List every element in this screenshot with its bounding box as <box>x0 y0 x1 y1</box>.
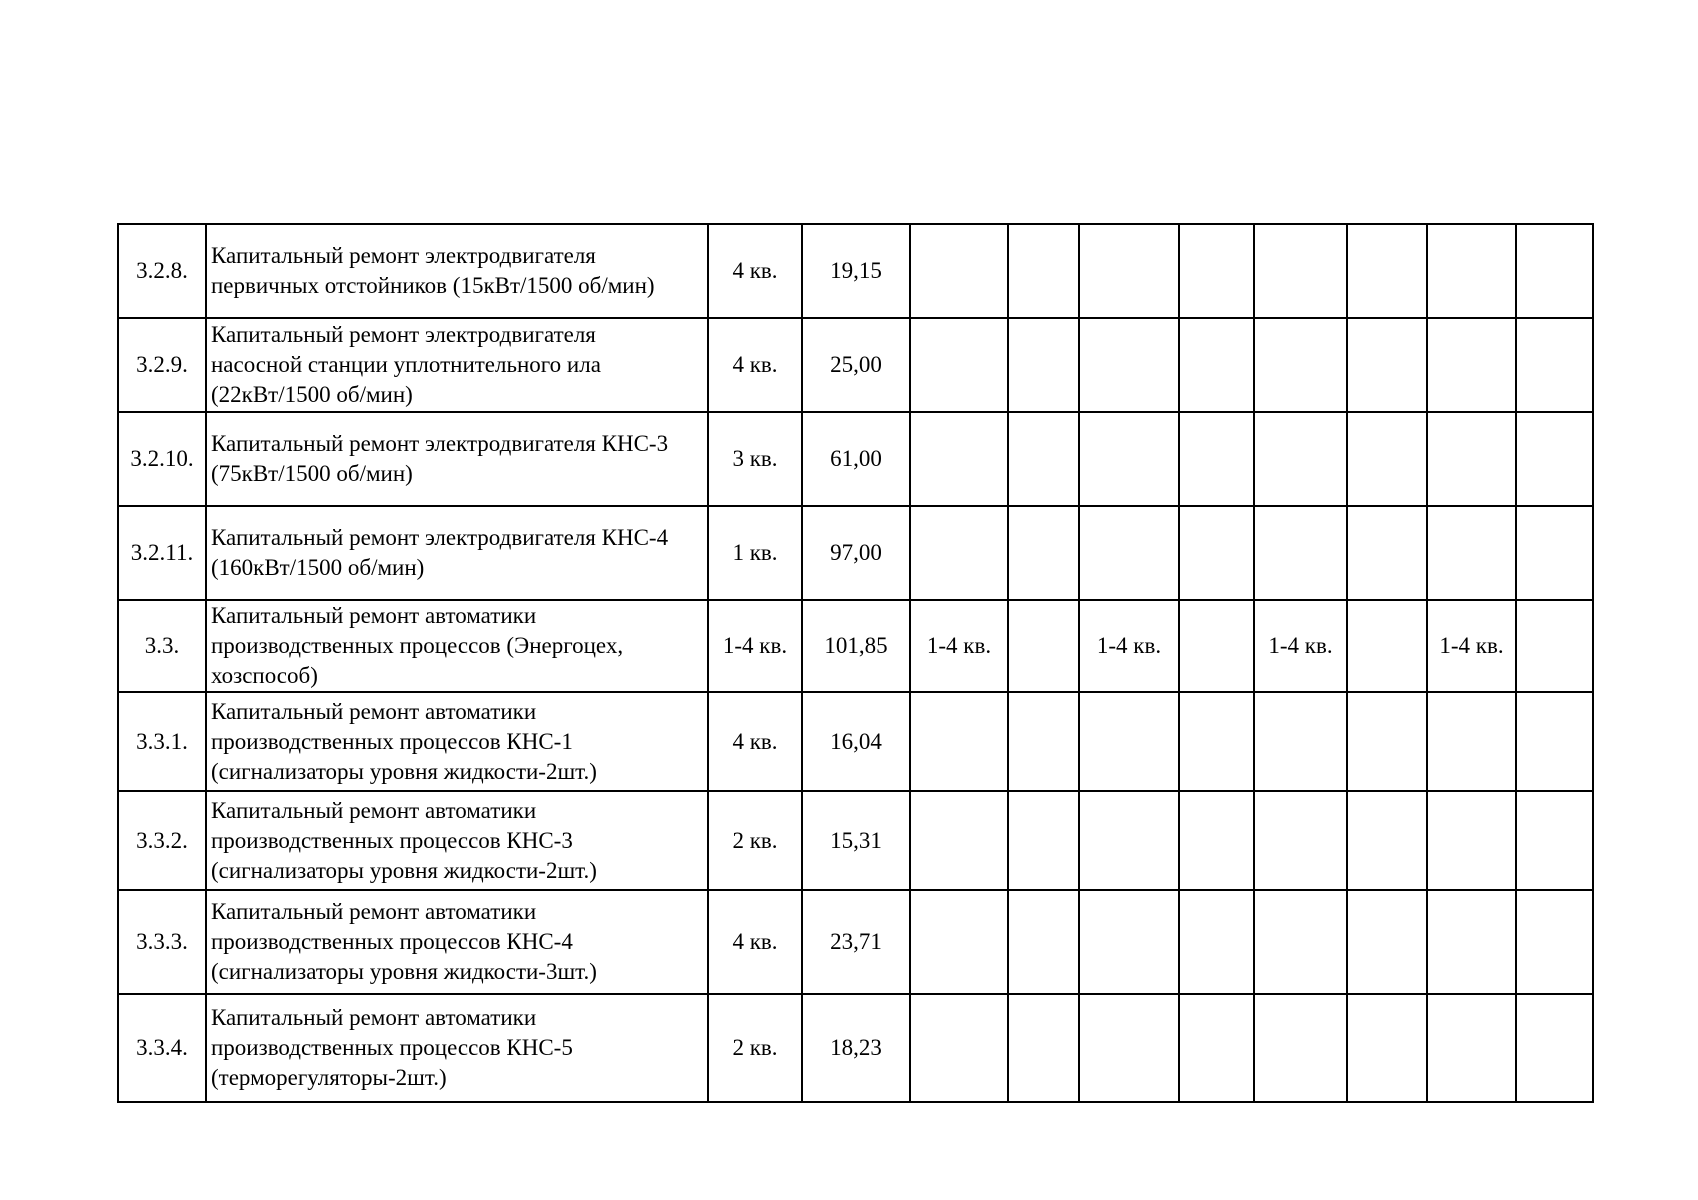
description-line: Капитальный ремонт электродвигателя <box>211 322 596 347</box>
schedule-cell <box>1254 692 1347 791</box>
description-line: производственных процессов КНС-4 <box>211 929 573 954</box>
schedule-cell <box>1179 412 1254 506</box>
schedule-cell <box>1427 318 1516 412</box>
item-description-cell <box>206 600 708 692</box>
schedule-cell <box>1347 506 1427 600</box>
table-row <box>118 318 1593 412</box>
schedule-cell <box>1254 791 1347 890</box>
schedule-cell <box>910 506 1008 600</box>
schedule-cell <box>1427 692 1516 791</box>
schedule-cell <box>1179 318 1254 412</box>
schedule-cell <box>1427 890 1516 994</box>
schedule-cell <box>1079 506 1179 600</box>
description-line: (сигнализаторы уровня жидкости-2шт.) <box>211 857 597 883</box>
amount-cell: 25,00 <box>802 318 910 412</box>
amount-cell: 16,04 <box>802 692 910 791</box>
period-cell: 4 кв. <box>708 890 802 994</box>
schedule-cell <box>910 318 1008 412</box>
description-line: Капитальный ремонт электродвигателя <box>211 243 596 268</box>
table-row <box>118 791 1593 890</box>
schedule-cell <box>1179 600 1254 692</box>
schedule-cell <box>1516 994 1593 1102</box>
item-description-cell <box>206 224 708 318</box>
item-number-cell: 3.3.1. <box>118 692 206 791</box>
schedule-cell <box>1179 791 1254 890</box>
schedule-cell <box>1179 890 1254 994</box>
schedule-cell: 1-4 кв. <box>910 600 1008 692</box>
description-line: производственных процессов КНС-5 <box>211 1035 573 1060</box>
schedule-cell <box>1179 692 1254 791</box>
schedule-cell <box>1347 224 1427 318</box>
schedule-cell <box>1347 412 1427 506</box>
schedule-cell <box>1254 412 1347 506</box>
description-line: Капитальный ремонт электродвигателя КНС-4 <box>211 525 669 550</box>
schedule-cell <box>1008 791 1079 890</box>
schedule-cell <box>1079 994 1179 1102</box>
schedule-cell <box>1179 994 1254 1102</box>
schedule-cell <box>1179 506 1254 600</box>
schedule-cell <box>1427 506 1516 600</box>
description-line: Капитальный ремонт автоматики <box>211 797 537 823</box>
description-line: производственных процессов (Энергоцех, <box>211 633 624 658</box>
period-cell: 2 кв. <box>708 791 802 890</box>
schedule-cell <box>1347 791 1427 890</box>
schedule-cell <box>1008 224 1079 318</box>
table-row <box>118 506 1593 600</box>
schedule-cell <box>1079 791 1179 890</box>
schedule-cell <box>1008 600 1079 692</box>
table-row <box>118 224 1593 318</box>
schedule-cell <box>1254 318 1347 412</box>
schedule-cell <box>910 692 1008 791</box>
schedule-cell <box>910 994 1008 1102</box>
schedule-cell <box>1516 890 1593 994</box>
schedule-cell: 1-4 кв. <box>1427 600 1516 692</box>
schedule-cell <box>1079 692 1179 791</box>
item-number-cell: 3.2.9. <box>118 318 206 412</box>
table-row <box>118 692 1593 791</box>
period-cell: 1 кв. <box>708 506 802 600</box>
schedule-cell <box>1008 692 1079 791</box>
schedule-cell <box>1008 890 1079 994</box>
schedule-cell <box>1516 412 1593 506</box>
schedule-cell <box>1254 890 1347 994</box>
description-line: первичных отстойников (15кВт/1500 об/мин) <box>211 273 655 298</box>
amount-cell: 18,23 <box>802 994 910 1102</box>
schedule-cell <box>1254 224 1347 318</box>
amount-cell: 101,85 <box>802 600 910 692</box>
item-description-cell <box>206 692 708 791</box>
schedule-cell <box>1427 994 1516 1102</box>
schedule-cell <box>1516 692 1593 791</box>
amount-cell: 61,00 <box>802 412 910 506</box>
item-description-cell <box>206 412 708 506</box>
schedule-cell <box>1347 994 1427 1102</box>
description-line: Капитальный ремонт электродвигателя КНС-3 <box>211 431 669 456</box>
schedule-cell <box>1347 600 1427 692</box>
schedule-cell <box>1079 412 1179 506</box>
period-cell: 1-4 кв. <box>708 600 802 692</box>
schedule-cell <box>1008 412 1079 506</box>
schedule-cell <box>910 224 1008 318</box>
amount-cell: 23,71 <box>802 890 910 994</box>
schedule-cell <box>1516 791 1593 890</box>
description-line: (терморегуляторы-2шт.) <box>211 1065 447 1090</box>
schedule-cell <box>1516 600 1593 692</box>
schedule-cell <box>910 791 1008 890</box>
amount-cell: 19,15 <box>802 224 910 318</box>
description-line: насосной станции уплотнительного ила <box>211 352 601 377</box>
period-cell: 4 кв. <box>708 692 802 791</box>
table-row <box>118 994 1593 1102</box>
schedule-cell: 1-4 кв. <box>1079 600 1179 692</box>
description-line: (160кВт/1500 об/мин) <box>211 555 425 580</box>
item-number-cell: 3.2.8. <box>118 224 206 318</box>
item-number-cell: 3.2.11. <box>118 506 206 600</box>
description-line: (75кВт/1500 об/мин) <box>211 461 413 486</box>
table-row <box>118 600 1593 692</box>
schedule-cell <box>1516 224 1593 318</box>
description-line: Капитальный ремонт автоматики <box>211 1005 537 1030</box>
schedule-cell <box>1347 890 1427 994</box>
schedule-cell <box>1008 318 1079 412</box>
item-description-cell <box>206 890 708 994</box>
period-cell: 4 кв. <box>708 318 802 412</box>
description-line: (22кВт/1500 об/мин) <box>211 382 413 407</box>
item-description-cell <box>206 506 708 600</box>
schedule-cell <box>1254 506 1347 600</box>
item-number-cell: 3.3.3. <box>118 890 206 994</box>
schedule-cell <box>1079 318 1179 412</box>
table-row <box>118 412 1593 506</box>
schedule-cell <box>1179 224 1254 318</box>
description-line: хозспособ) <box>211 663 318 688</box>
schedule-cell <box>1427 224 1516 318</box>
description-line: (сигнализаторы уровня жидкости-3шт.) <box>211 959 597 984</box>
period-cell: 2 кв. <box>708 994 802 1102</box>
schedule-cell <box>1008 994 1079 1102</box>
schedule-cell <box>1254 994 1347 1102</box>
item-number-cell: 3.3.2. <box>118 791 206 890</box>
schedule-cell <box>1008 506 1079 600</box>
description-line: Капитальный ремонт автоматики <box>211 698 537 724</box>
schedule-cell <box>910 890 1008 994</box>
item-number-cell: 3.2.10. <box>118 412 206 506</box>
table-body <box>118 224 1593 1102</box>
item-number-cell: 3.3. <box>118 600 206 692</box>
work-schedule-table <box>117 223 1594 1103</box>
item-number-cell: 3.3.4. <box>118 994 206 1102</box>
description-line: производственных процессов КНС-3 <box>211 827 573 853</box>
schedule-cell <box>1427 412 1516 506</box>
description-line: (сигнализаторы уровня жидкости-2шт.) <box>211 758 597 784</box>
period-cell: 4 кв. <box>708 224 802 318</box>
item-description-cell <box>206 318 708 412</box>
description-line: производственных процессов КНС-1 <box>211 728 573 754</box>
schedule-cell <box>1079 890 1179 994</box>
schedule-cell <box>1427 791 1516 890</box>
amount-cell: 15,31 <box>802 791 910 890</box>
schedule-cell <box>910 412 1008 506</box>
table-row <box>118 890 1593 994</box>
schedule-cell <box>1516 506 1593 600</box>
amount-cell: 97,00 <box>802 506 910 600</box>
item-description-cell <box>206 994 708 1102</box>
period-cell: 3 кв. <box>708 412 802 506</box>
schedule-cell <box>1347 318 1427 412</box>
schedule-cell: 1-4 кв. <box>1254 600 1347 692</box>
item-description-cell <box>206 791 708 890</box>
description-line: Капитальный ремонт автоматики <box>211 603 537 628</box>
schedule-cell <box>1516 318 1593 412</box>
schedule-cell <box>1347 692 1427 791</box>
schedule-cell <box>1079 224 1179 318</box>
description-line: Капитальный ремонт автоматики <box>211 899 537 924</box>
